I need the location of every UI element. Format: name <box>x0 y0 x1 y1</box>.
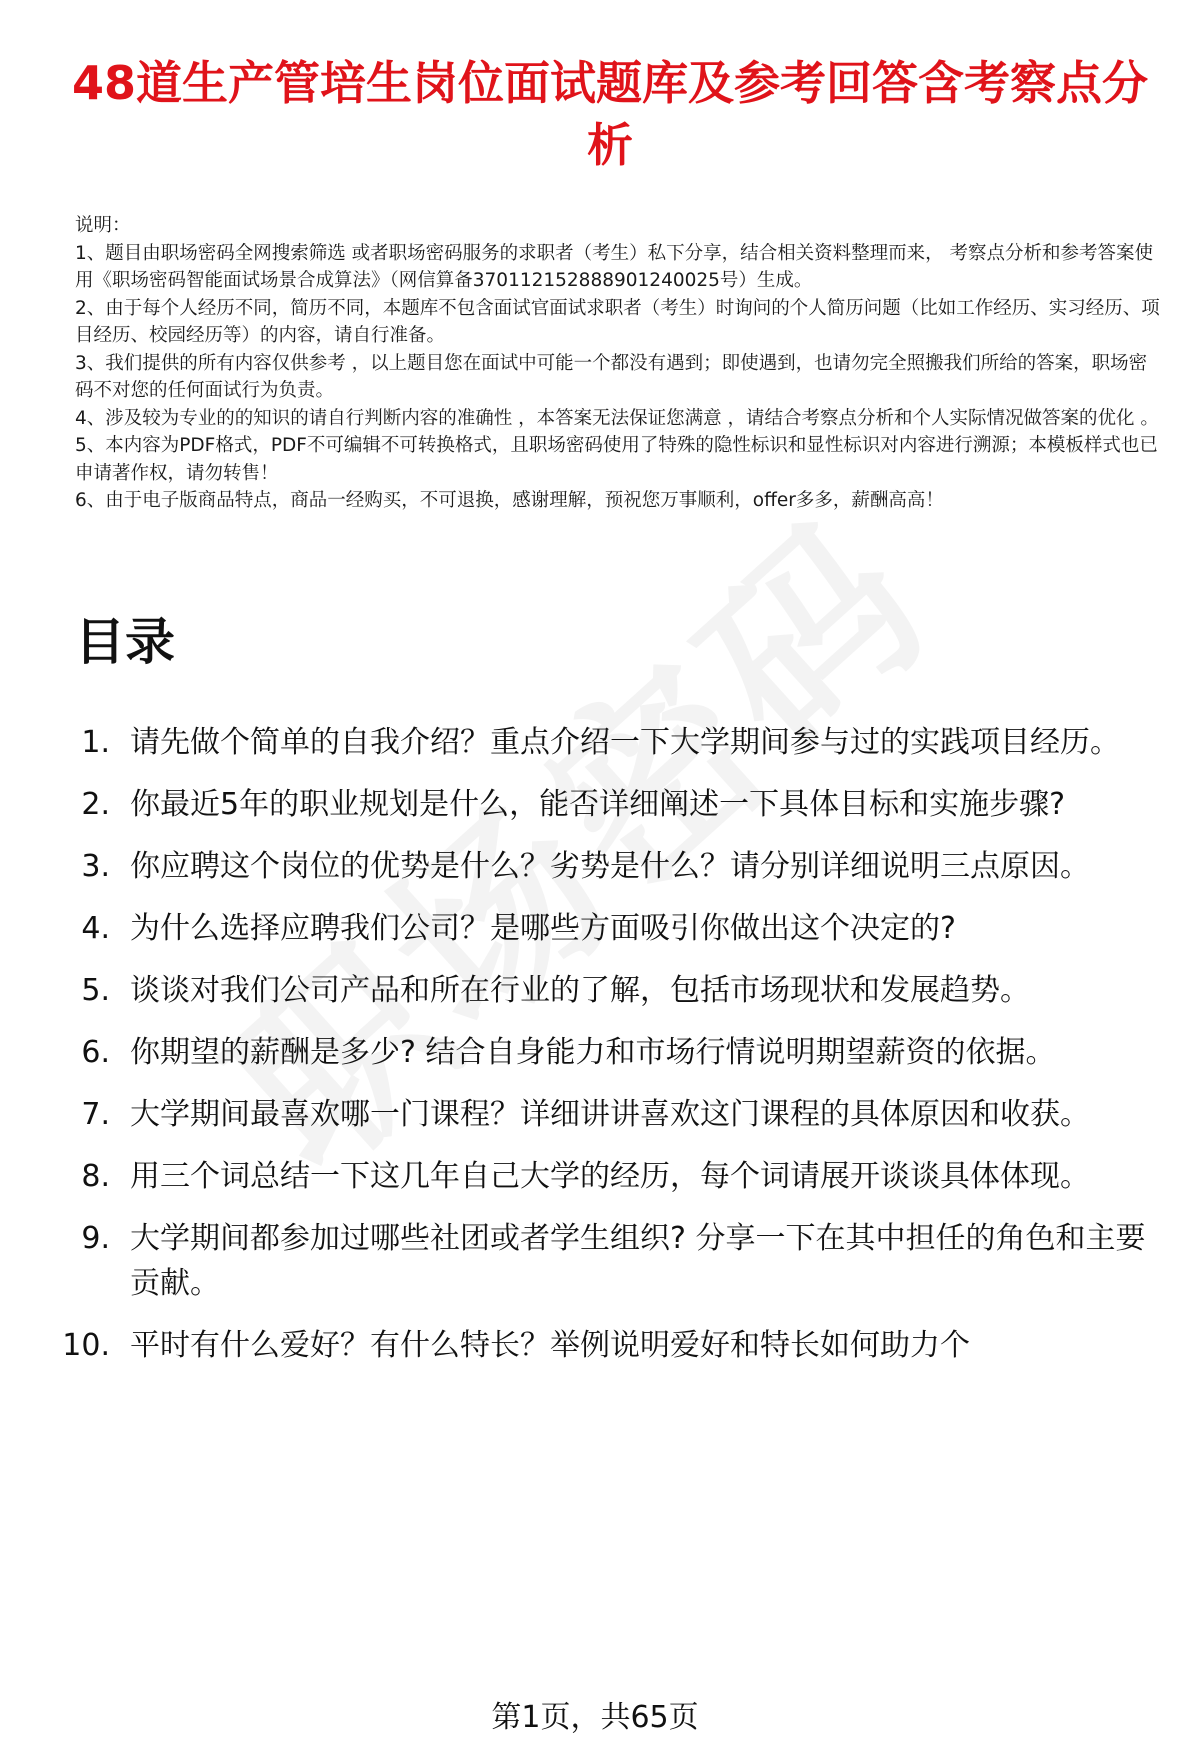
toc-item-text: 平时有什么爱好？有什么特长？举例说明爱好和特长如何助力个 <box>130 1328 970 1363</box>
toc-item-text: 谈谈对我们公司产品和所在行业的了解，包括市场现状和发展趋势。 <box>130 973 1030 1008</box>
toc-item[interactable] <box>55 844 1165 889</box>
note-item: 4、涉及较为专业的的知识的请自行判断内容的准确性 ，本答案无法保证您满意 ，请结合考察点分析和个人实际情况做答案的优化 。 <box>75 407 1159 429</box>
toc-item-number: 10. <box>62 1328 110 1363</box>
toc-item-text: 用三个词总结一下这几年自己大学的经历，每个词请展开谈谈具体体现。 <box>130 1159 1090 1194</box>
toc-item-number: 3. <box>81 849 110 884</box>
toc-item-text: 为什么选择应聘我们公司？是哪些方面吸引你做出这个决定的? <box>130 911 956 946</box>
note-item: 5、本内容为PDF格式，PDF不可编辑不可转换格式，且职场密码使用了特殊的隐性标识和显性标识对内容进行溯源；本模板样式也已申请著作权，请勿转售！ <box>75 435 1158 484</box>
toc-item-number: 6. <box>81 1035 110 1070</box>
toc-item-text: 你期望的薪酬是多少? 结合自身能力和市场行情说明期望薪资的依据。 <box>130 1035 1056 1070</box>
toc-item[interactable] <box>55 1154 1165 1199</box>
toc-item-number: 9. <box>81 1221 110 1256</box>
note-item: 3、我们提供的所有内容仅供参考 ，以上题目您在面试中可能一个都没有遇到；即使遇到，也请勿完全照搬我们所给的答案，职场密码不对您的任何面试行为负责。 <box>75 352 1148 401</box>
toc-item-text: 请先做个简单的自我介绍？重点介绍一下大学期间参与过的实践项目经历。 <box>130 725 1120 760</box>
notes-heading: 说明： <box>75 215 131 236</box>
toc-item[interactable] <box>55 906 1165 951</box>
toc-item[interactable] <box>55 720 1165 765</box>
toc-item[interactable] <box>55 968 1165 1013</box>
note-item: 1、题目由职场密码全网搜索筛选 或者职场密码服务的求职者（考生）私下分享，结合相关资料整理而来， 考察点分析和参考答案使用《职场密码智能面试场景合成算法》（网信算备370112152888901240025号）生成。 <box>75 242 1154 291</box>
note-item: 6、由于电子版商品特点，商品一经购买，不可退换，感谢理解，预祝您万事顺利，offer多多，薪酬高高！ <box>75 490 944 511</box>
toc-item-number: 1. <box>81 725 110 760</box>
toc-item[interactable] <box>55 1323 1165 1368</box>
document-title: 48道生产管培生岗位面试题库及参考回答含考察点分析 <box>71 56 1148 172</box>
toc-list <box>55 720 1165 1385</box>
toc-item-text: 大学期间最喜欢哪一门课程？详细讲讲喜欢这门课程的具体原因和收获。 <box>130 1097 1090 1132</box>
notes-section <box>75 212 1165 515</box>
toc-item[interactable] <box>55 1030 1165 1075</box>
note-item: 2、由于每个人经历不同，简历不同，本题库不包含面试官面试求职者（考生）时询问的个人简历问题（比如工作经历、实习经历、项目经历、校园经历等）的内容，请自行准备。 <box>75 297 1160 346</box>
toc-item[interactable] <box>55 1092 1165 1137</box>
toc-item[interactable] <box>55 1216 1165 1306</box>
page-footer: 第1页，共65页 <box>491 1700 699 1735</box>
toc-heading: 目录 <box>75 613 175 671</box>
toc-item-text: 你最近5年的职业规划是什么，能否详细阐述一下具体目标和实施步骤? <box>130 787 1066 822</box>
toc-item[interactable] <box>55 782 1165 827</box>
toc-item-number: 5. <box>81 973 110 1008</box>
toc-item-number: 4. <box>81 911 110 946</box>
toc-item-text: 你应聘这个岗位的优势是什么？劣势是什么？请分别详细说明三点原因。 <box>130 849 1090 884</box>
toc-item-text: 大学期间都参加过哪些社团或者学生组织? 分享一下在其中担任的角色和主要贡献。 <box>130 1221 1146 1301</box>
toc-item-number: 2. <box>81 787 110 822</box>
toc-item-number: 7. <box>81 1097 110 1132</box>
toc-item-number: 8. <box>81 1159 110 1194</box>
